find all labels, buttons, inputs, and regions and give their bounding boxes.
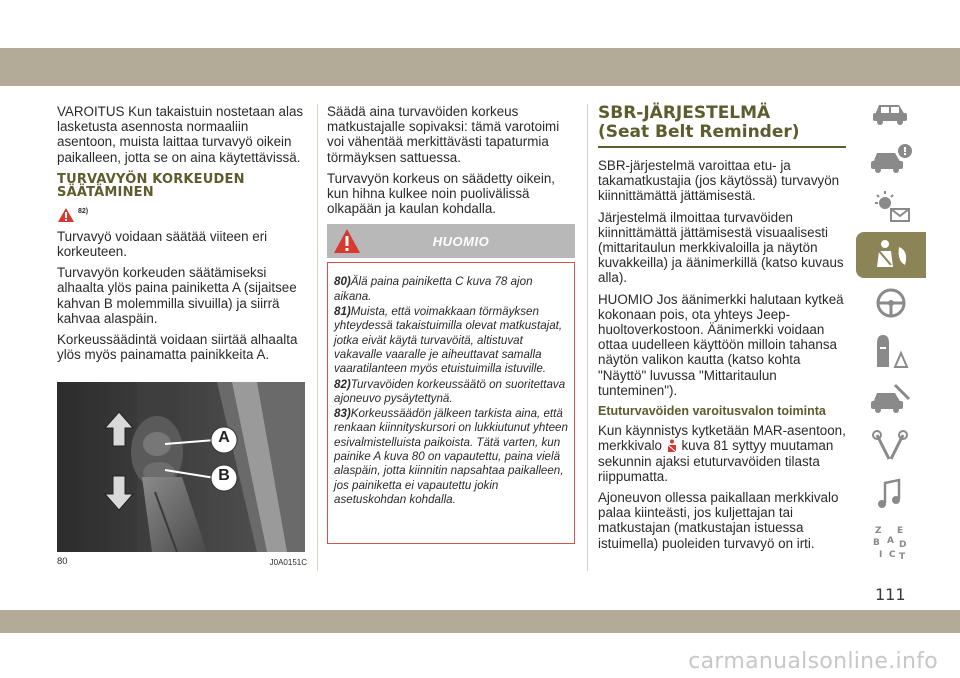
maintenance-icon [869, 381, 913, 417]
sbr-paragraph-3: HUOMIO Jos äänimerkki halutaan kytkeä kokonaan pois, ota yhteys Jeep-huoltoverkostoon. Äänimerkki voidaan ottaa uudelleen käyttöön milloin tahansa näytön valikon kautta (katso kohta "Näyttö" luvussa "Mittaritaulun tunteminen"). [598, 291, 844, 398]
figure-label-a: A [218, 429, 230, 447]
figure-label-b: B [218, 467, 230, 485]
tab-car-alert[interactable] [860, 136, 922, 182]
page-number: 111 [875, 585, 906, 604]
front-belt-subheading: Etuturvavöiden varoitusvalon toiminta [598, 404, 826, 419]
svg-text:Z: Z [875, 526, 882, 536]
p4-text-after: kuva 81 syttyy muutaman sekunnin ajaksi etuturvavöiden tilasta riippumatta. [598, 438, 834, 484]
sbr-title [598, 104, 848, 142]
multimedia-icon [869, 477, 913, 513]
note-text: Muista, että voimakkaan törmäyksen yhteydessä takaistuimilla olevat matkustajat, jotka eivät käytä turvavöitä, altistuvat vakavalle vaaralle je aiheuttavat samalla vaaratilanteen myös etuistuimilla istuville. [334, 305, 563, 376]
sbr-title-line-2: (Seat Belt Reminder) [598, 122, 800, 142]
paragraph-adjust: Turvavyön korkeuden säätämiseksi alhaalta ylös paina painiketta A (sijaitsee kahvan B molemmilla sivuilla) ja siirrä kahvaa alaspäin. [57, 265, 297, 326]
tab-index[interactable] [860, 520, 922, 566]
heading-line-1: TURVAVYÖN KORKEUDEN [57, 171, 245, 187]
start-drive-icon [869, 285, 913, 321]
sbr-title-line-1: SBR-JÄRJESTELMÄ [598, 103, 771, 123]
paragraph-move-up: Korkeussäädintä voidaan siirtää alhaalta ylös myös painamatta painikkeita A. [57, 332, 298, 363]
paragraph-adjust-height: Säädä aina turvavöiden korkeus matkustajalle sopivaksi: tämä varotoimi voi vähentää merkittävästi tapaturmia törmäyksen sattuessa. [327, 104, 560, 165]
svg-text:C: C [889, 550, 896, 560]
note-item [334, 378, 568, 407]
tab-technical-data[interactable] [860, 424, 922, 470]
index-icon [869, 523, 913, 563]
tab-warning-lights[interactable] [860, 184, 922, 230]
warning-lights-icon [869, 189, 913, 225]
left-column [57, 104, 307, 570]
sbr-paragraph-2: Järjestelmä ilmoittaa turvavöiden kiinnittämättä jättämisestä visuaalisesti (mittaritaulun merkkivaloilla ja näytön kuvakkeilla) ja äänimerkillä (katso kuvaus alla). [598, 209, 844, 286]
svg-text:B: B [873, 538, 880, 548]
sbr-paragraph-1: SBR-järjestelmä varoittaa etu- ja takamatkustajia (jos käytössä) turvavyön kiinnittämättä jättämisestä. [598, 158, 840, 204]
tab-emergency[interactable] [860, 328, 922, 374]
sbr-paragraph-5: Ajoneuvon ollessa paikallaan merkkivalo palaa kiinteästi, jos kuljettajan tai matkustajan (matkustajan istuessa istuimella) puoleiden turvavyö on irti. [598, 490, 839, 551]
huomio-label: HUOMIO [432, 233, 490, 249]
note-text: Turvavöiden korkeussäätö on suoritettava ajoneuvo pysäytettynä. [334, 377, 566, 405]
figure-caption [57, 554, 307, 570]
belt-adjuster-illustration [57, 382, 305, 552]
p4-text-before: Kun käynnistys kytketään MAR-asentoon, merkkivalo [598, 423, 846, 454]
figure-number: 80 [57, 556, 68, 568]
svg-text:T: T [899, 552, 906, 562]
note-number: 80) [334, 275, 351, 289]
tab-maintenance[interactable] [860, 376, 922, 422]
seat-belt-warning-icon [666, 439, 678, 453]
belt-adjuster-figure [57, 382, 305, 552]
paragraph-heights: Turvavyö voidaan säätää viiteen eri korkeuteen. [57, 228, 268, 260]
section-heading-belt-height [57, 173, 307, 199]
svg-text:E: E [897, 526, 904, 536]
watermark: carmanualsonline.info [688, 649, 938, 674]
safety-icon [869, 237, 913, 273]
svg-text:I: I [879, 550, 883, 560]
column-divider [317, 104, 318, 571]
right-column [598, 104, 848, 557]
note-number: 82) [334, 377, 351, 391]
title-rule [598, 146, 846, 148]
svg-text:D: D [899, 540, 907, 550]
intro-warning: VAROITUS Kun takaistuin nostetaan alas lasketusta asennosta normaaliin asentoon, muista laittaa turvavyö oikein paikalleen, jotta se on aina käytettävissä. [57, 104, 304, 165]
tab-multimedia[interactable] [860, 472, 922, 518]
emergency-icon [869, 333, 913, 369]
top-band [0, 48, 960, 86]
bottom-band [0, 610, 960, 633]
note-item [334, 305, 568, 376]
figure-code: J0A0151C [269, 558, 307, 568]
warning-triangle-icon [333, 228, 361, 254]
svg-text:A: A [887, 536, 894, 546]
tab-safety[interactable] [856, 232, 926, 278]
paragraph-correct-height: Turvavyön korkeus on säädetty oikein, kun hihna kulkee noin puolivälissä olkapään ja kaulan kohdalla. [327, 170, 556, 217]
sbr-paragraph-4 [598, 423, 848, 484]
car-alert-icon [869, 141, 913, 177]
note-text: Korkeussäädön jälkeen tarkista aina, että renkaan kiinnityskursori on lukkiutunut yhteen esivalmistelluista paikoista. Tätä varten, kun painike A kuva 80 on vapautettu, paina vielä alaspäin, jotta kiinnitin napsahtaa paikalleen, jos painiketta ei vapautettu jokin asetuskohdan kohdalla. [334, 407, 568, 506]
column-divider [587, 104, 588, 571]
car-info-icon [869, 93, 913, 129]
tab-car-info[interactable] [860, 88, 922, 134]
tab-start-drive[interactable] [860, 280, 922, 326]
note-item [334, 407, 568, 507]
note-item [334, 275, 568, 304]
huomio-header [327, 224, 575, 258]
note-number: 81) [334, 305, 351, 319]
warning-reference [57, 207, 307, 223]
warning-ref-number: 82) [78, 207, 89, 215]
warning-triangle-icon [57, 207, 75, 223]
technical-data-icon [869, 429, 913, 465]
heading-line-2: SÄÄTÄMINEN [57, 184, 154, 200]
note-text: Älä paina painiketta C kuva 78 ajon aikana. [334, 275, 533, 303]
middle-column [327, 104, 575, 544]
huomio-notes [327, 262, 575, 544]
note-number: 83) [334, 407, 351, 421]
